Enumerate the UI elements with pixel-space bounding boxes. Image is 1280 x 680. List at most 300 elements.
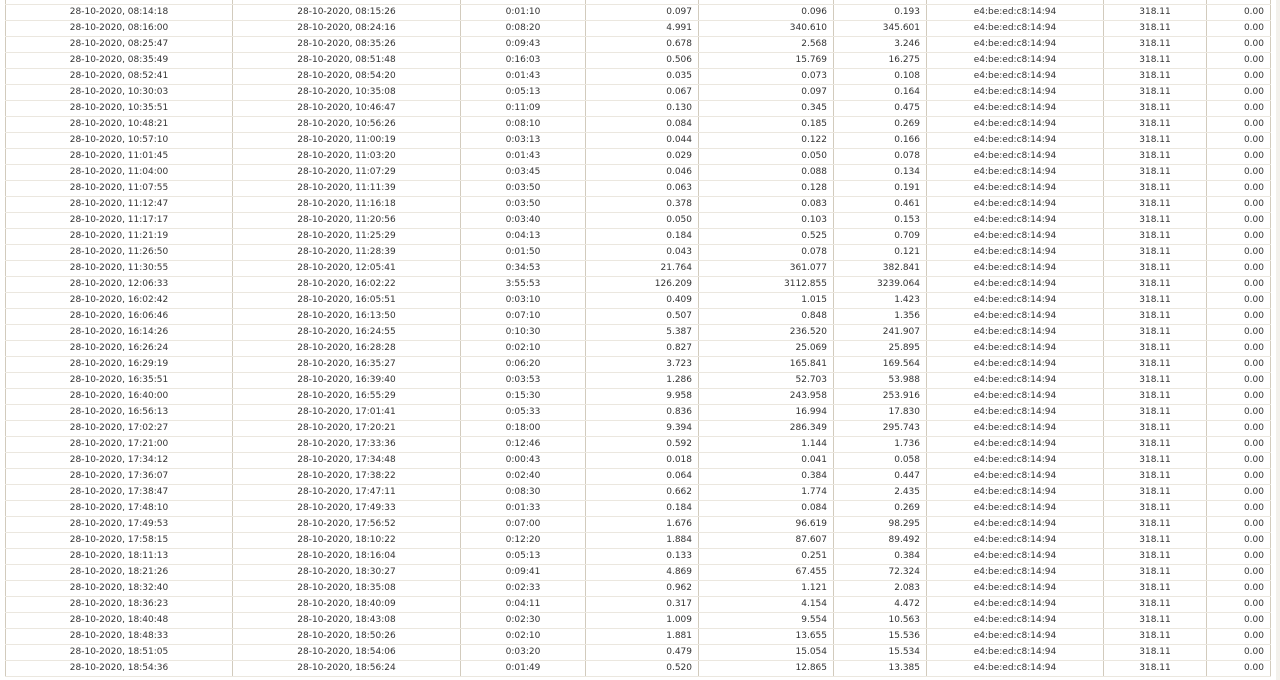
duration-cell: 0:15:30 <box>461 389 586 405</box>
download-cell: 1.121 <box>699 581 834 597</box>
start-time-cell: 28-10-2020, 08:52:41 <box>6 69 233 85</box>
end-time-cell: 28-10-2020, 18:50:26 <box>233 629 461 645</box>
total-cell: 2.083 <box>834 581 927 597</box>
table-row <box>6 517 1271 533</box>
end-time-cell: 28-10-2020, 16:13:50 <box>233 309 461 325</box>
end-time-cell: 28-10-2020, 17:20:21 <box>233 421 461 437</box>
start-time-cell: 28-10-2020, 11:12:47 <box>6 197 233 213</box>
mac-address-cell: e4:be:ed:c8:14:94 <box>927 69 1104 85</box>
start-time-cell: 28-10-2020, 17:02:27 <box>6 421 233 437</box>
duration-cell: 0:02:40 <box>461 469 586 485</box>
start-time-cell: 28-10-2020, 17:38:47 <box>6 485 233 501</box>
total-cell: 0.709 <box>834 229 927 245</box>
total-cell: 13.385 <box>834 661 927 677</box>
download-cell: 0.041 <box>699 453 834 469</box>
end-time-cell: 28-10-2020, 17:56:52 <box>233 517 461 533</box>
start-time-cell: 28-10-2020, 18:11:13 <box>6 549 233 565</box>
amount-cell: 318.11 <box>1104 565 1207 581</box>
start-time-cell: 28-10-2020, 16:14:26 <box>6 325 233 341</box>
mac-address-cell: e4:be:ed:c8:14:94 <box>927 501 1104 517</box>
duration-cell: 0:12:20 <box>461 533 586 549</box>
upload-cell: 0.662 <box>586 485 699 501</box>
total-cell: 0.269 <box>834 501 927 517</box>
table-row <box>6 421 1271 437</box>
total-cell: 345.601 <box>834 21 927 37</box>
upload-cell: 0.962 <box>586 581 699 597</box>
end-time-cell: 28-10-2020, 16:55:29 <box>233 389 461 405</box>
total-cell: 3239.064 <box>834 277 927 293</box>
duration-cell: 0:01:49 <box>461 661 586 677</box>
upload-cell: 3.723 <box>586 357 699 373</box>
start-time-cell: 28-10-2020, 08:35:49 <box>6 53 233 69</box>
total-cell: 1.423 <box>834 293 927 309</box>
amount-cell: 318.11 <box>1104 501 1207 517</box>
download-cell: 16.994 <box>699 405 834 421</box>
total-cell: 89.492 <box>834 533 927 549</box>
download-cell: 0.096 <box>699 5 834 21</box>
end-time-cell: 28-10-2020, 18:54:06 <box>233 645 461 661</box>
amount-cell: 318.11 <box>1104 453 1207 469</box>
end-time-cell: 28-10-2020, 18:40:09 <box>233 597 461 613</box>
duration-cell: 0:05:13 <box>461 85 586 101</box>
duration-cell: 0:03:50 <box>461 181 586 197</box>
mac-address-cell: e4:be:ed:c8:14:94 <box>927 645 1104 661</box>
upload-cell: 0.064 <box>586 469 699 485</box>
total-cell: 3.246 <box>834 37 927 53</box>
mac-address-cell: e4:be:ed:c8:14:94 <box>927 101 1104 117</box>
table-row <box>6 325 1271 341</box>
duration-cell: 0:03:10 <box>461 293 586 309</box>
mac-address-cell: e4:be:ed:c8:14:94 <box>927 197 1104 213</box>
mac-address-cell: e4:be:ed:c8:14:94 <box>927 277 1104 293</box>
mac-address-cell: e4:be:ed:c8:14:94 <box>927 149 1104 165</box>
upload-cell: 0.130 <box>586 101 699 117</box>
total-cell: 0.134 <box>834 165 927 181</box>
amount-cell: 318.11 <box>1104 645 1207 661</box>
mac-address-cell: e4:be:ed:c8:14:94 <box>927 421 1104 437</box>
end-time-cell: 28-10-2020, 16:05:51 <box>233 293 461 309</box>
amount-cell: 318.11 <box>1104 21 1207 37</box>
table-row <box>6 437 1271 453</box>
amount-cell: 318.11 <box>1104 533 1207 549</box>
table-row <box>6 373 1271 389</box>
table-row <box>6 549 1271 565</box>
mac-address-cell: e4:be:ed:c8:14:94 <box>927 661 1104 677</box>
start-time-cell: 28-10-2020, 16:02:42 <box>6 293 233 309</box>
duration-cell: 0:09:41 <box>461 565 586 581</box>
duration-cell: 0:34:53 <box>461 261 586 277</box>
total-cell: 0.164 <box>834 85 927 101</box>
download-cell: 52.703 <box>699 373 834 389</box>
start-time-cell: 28-10-2020, 11:30:55 <box>6 261 233 277</box>
duration-cell: 0:08:10 <box>461 117 586 133</box>
amount-cell: 318.11 <box>1104 485 1207 501</box>
mac-address-cell: e4:be:ed:c8:14:94 <box>927 549 1104 565</box>
upload-cell: 4.869 <box>586 565 699 581</box>
total-cell: 0.475 <box>834 101 927 117</box>
upload-cell: 0.067 <box>586 85 699 101</box>
upload-cell: 1.286 <box>586 373 699 389</box>
end-time-cell: 28-10-2020, 17:01:41 <box>233 405 461 421</box>
charge-cell: 0.00 <box>1207 453 1271 469</box>
download-cell: 0.525 <box>699 229 834 245</box>
table-row <box>6 197 1271 213</box>
table-row <box>6 133 1271 149</box>
amount-cell: 318.11 <box>1104 661 1207 677</box>
start-time-cell: 28-10-2020, 11:07:55 <box>6 181 233 197</box>
mac-address-cell: e4:be:ed:c8:14:94 <box>927 597 1104 613</box>
upload-cell: 1.009 <box>586 613 699 629</box>
duration-cell: 0:01:43 <box>461 149 586 165</box>
download-cell: 1.774 <box>699 485 834 501</box>
total-cell: 295.743 <box>834 421 927 437</box>
total-cell: 169.564 <box>834 357 927 373</box>
duration-cell: 0:03:53 <box>461 373 586 389</box>
start-time-cell: 28-10-2020, 18:40:48 <box>6 613 233 629</box>
amount-cell: 318.11 <box>1104 581 1207 597</box>
table-row <box>6 37 1271 53</box>
amount-cell: 318.11 <box>1104 149 1207 165</box>
amount-cell: 318.11 <box>1104 69 1207 85</box>
end-time-cell: 28-10-2020, 11:16:18 <box>233 197 461 213</box>
table-row <box>6 501 1271 517</box>
download-cell: 0.122 <box>699 133 834 149</box>
end-time-cell: 28-10-2020, 08:24:16 <box>233 21 461 37</box>
upload-cell: 0.836 <box>586 405 699 421</box>
table-row <box>6 277 1271 293</box>
charge-cell: 0.00 <box>1207 517 1271 533</box>
download-cell: 25.069 <box>699 341 834 357</box>
end-time-cell: 28-10-2020, 18:10:22 <box>233 533 461 549</box>
mac-address-cell: e4:be:ed:c8:14:94 <box>927 229 1104 245</box>
table-row <box>6 341 1271 357</box>
start-time-cell: 28-10-2020, 11:26:50 <box>6 245 233 261</box>
charge-cell: 0.00 <box>1207 581 1271 597</box>
table-row <box>6 389 1271 405</box>
charge-cell: 0.00 <box>1207 229 1271 245</box>
charge-cell: 0.00 <box>1207 277 1271 293</box>
amount-cell: 318.11 <box>1104 469 1207 485</box>
mac-address-cell: e4:be:ed:c8:14:94 <box>927 117 1104 133</box>
total-cell: 25.895 <box>834 341 927 357</box>
table-row <box>6 21 1271 37</box>
mac-address-cell: e4:be:ed:c8:14:94 <box>927 85 1104 101</box>
download-cell: 0.848 <box>699 309 834 325</box>
start-time-cell: 28-10-2020, 18:51:05 <box>6 645 233 661</box>
total-cell: 16.275 <box>834 53 927 69</box>
upload-cell: 0.592 <box>586 437 699 453</box>
end-time-cell: 28-10-2020, 11:03:20 <box>233 149 461 165</box>
total-cell: 1.736 <box>834 437 927 453</box>
duration-cell: 0:18:00 <box>461 421 586 437</box>
start-time-cell: 28-10-2020, 08:25:47 <box>6 37 233 53</box>
session-table-body <box>6 0 1271 677</box>
end-time-cell: 28-10-2020, 11:00:19 <box>233 133 461 149</box>
duration-cell: 0:02:10 <box>461 341 586 357</box>
start-time-cell: 28-10-2020, 17:58:15 <box>6 533 233 549</box>
duration-cell: 0:12:46 <box>461 437 586 453</box>
duration-cell: 0:02:33 <box>461 581 586 597</box>
duration-cell: 0:16:03 <box>461 53 586 69</box>
upload-cell: 0.097 <box>586 5 699 21</box>
download-cell: 243.958 <box>699 389 834 405</box>
end-time-cell: 28-10-2020, 17:47:11 <box>233 485 461 501</box>
download-cell: 0.128 <box>699 181 834 197</box>
upload-cell: 0.507 <box>586 309 699 325</box>
amount-cell: 318.11 <box>1104 5 1207 21</box>
download-cell: 286.349 <box>699 421 834 437</box>
amount-cell: 318.11 <box>1104 421 1207 437</box>
download-cell: 3112.855 <box>699 277 834 293</box>
table-row <box>6 533 1271 549</box>
duration-cell: 0:03:45 <box>461 165 586 181</box>
end-time-cell: 28-10-2020, 17:38:22 <box>233 469 461 485</box>
start-time-cell: 28-10-2020, 16:29:19 <box>6 357 233 373</box>
vertical-scrollbar[interactable] <box>1276 0 1280 680</box>
table-row <box>6 165 1271 181</box>
end-time-cell: 28-10-2020, 18:43:08 <box>233 613 461 629</box>
start-time-cell: 28-10-2020, 11:01:45 <box>6 149 233 165</box>
amount-cell: 318.11 <box>1104 437 1207 453</box>
duration-cell: 0:10:30 <box>461 325 586 341</box>
table-row <box>6 645 1271 661</box>
amount-cell: 318.11 <box>1104 133 1207 149</box>
amount-cell: 318.11 <box>1104 37 1207 53</box>
duration-cell: 0:04:11 <box>461 597 586 613</box>
end-time-cell: 28-10-2020, 17:33:36 <box>233 437 461 453</box>
upload-cell: 0.317 <box>586 597 699 613</box>
upload-cell: 0.184 <box>586 501 699 517</box>
charge-cell: 0.00 <box>1207 213 1271 229</box>
start-time-cell: 28-10-2020, 17:48:10 <box>6 501 233 517</box>
charge-cell: 0.00 <box>1207 405 1271 421</box>
end-time-cell: 28-10-2020, 08:54:20 <box>233 69 461 85</box>
start-time-cell: 28-10-2020, 10:57:10 <box>6 133 233 149</box>
table-row <box>6 213 1271 229</box>
download-cell: 87.607 <box>699 533 834 549</box>
mac-address-cell: e4:be:ed:c8:14:94 <box>927 357 1104 373</box>
charge-cell: 0.00 <box>1207 21 1271 37</box>
upload-cell: 0.506 <box>586 53 699 69</box>
charge-cell: 0.00 <box>1207 629 1271 645</box>
table-row <box>6 629 1271 645</box>
charge-cell: 0.00 <box>1207 613 1271 629</box>
download-cell: 15.054 <box>699 645 834 661</box>
amount-cell: 318.11 <box>1104 597 1207 613</box>
download-cell: 0.384 <box>699 469 834 485</box>
charge-cell: 0.00 <box>1207 69 1271 85</box>
download-cell: 96.619 <box>699 517 834 533</box>
start-time-cell: 28-10-2020, 17:49:53 <box>6 517 233 533</box>
amount-cell: 318.11 <box>1104 53 1207 69</box>
amount-cell: 318.11 <box>1104 405 1207 421</box>
charge-cell: 0.00 <box>1207 533 1271 549</box>
mac-address-cell: e4:be:ed:c8:14:94 <box>927 437 1104 453</box>
end-time-cell: 28-10-2020, 16:35:27 <box>233 357 461 373</box>
end-time-cell: 28-10-2020, 17:34:48 <box>233 453 461 469</box>
end-time-cell: 28-10-2020, 16:24:55 <box>233 325 461 341</box>
mac-address-cell: e4:be:ed:c8:14:94 <box>927 293 1104 309</box>
upload-cell: 5.387 <box>586 325 699 341</box>
mac-address-cell: e4:be:ed:c8:14:94 <box>927 629 1104 645</box>
end-time-cell: 28-10-2020, 10:56:26 <box>233 117 461 133</box>
amount-cell: 318.11 <box>1104 389 1207 405</box>
charge-cell: 0.00 <box>1207 5 1271 21</box>
mac-address-cell: e4:be:ed:c8:14:94 <box>927 373 1104 389</box>
mac-address-cell: e4:be:ed:c8:14:94 <box>927 325 1104 341</box>
amount-cell: 318.11 <box>1104 229 1207 245</box>
start-time-cell: 28-10-2020, 16:40:00 <box>6 389 233 405</box>
upload-cell: 126.209 <box>586 277 699 293</box>
total-cell: 0.108 <box>834 69 927 85</box>
table-row <box>6 85 1271 101</box>
amount-cell: 318.11 <box>1104 357 1207 373</box>
upload-cell: 0.827 <box>586 341 699 357</box>
charge-cell: 0.00 <box>1207 565 1271 581</box>
table-row <box>6 453 1271 469</box>
duration-cell: 0:00:43 <box>461 453 586 469</box>
start-time-cell: 28-10-2020, 11:17:17 <box>6 213 233 229</box>
amount-cell: 318.11 <box>1104 101 1207 117</box>
total-cell: 4.472 <box>834 597 927 613</box>
charge-cell: 0.00 <box>1207 485 1271 501</box>
mac-address-cell: e4:be:ed:c8:14:94 <box>927 37 1104 53</box>
mac-address-cell: e4:be:ed:c8:14:94 <box>927 389 1104 405</box>
total-cell: 10.563 <box>834 613 927 629</box>
amount-cell: 318.11 <box>1104 341 1207 357</box>
table-row <box>6 5 1271 21</box>
total-cell: 0.447 <box>834 469 927 485</box>
charge-cell: 0.00 <box>1207 389 1271 405</box>
download-cell: 0.103 <box>699 213 834 229</box>
end-time-cell: 28-10-2020, 11:28:39 <box>233 245 461 261</box>
download-cell: 0.345 <box>699 101 834 117</box>
total-cell: 0.121 <box>834 245 927 261</box>
start-time-cell: 28-10-2020, 10:35:51 <box>6 101 233 117</box>
total-cell: 0.191 <box>834 181 927 197</box>
table-row <box>6 405 1271 421</box>
start-time-cell: 28-10-2020, 17:21:00 <box>6 437 233 453</box>
total-cell: 98.295 <box>834 517 927 533</box>
duration-cell: 0:03:13 <box>461 133 586 149</box>
charge-cell: 0.00 <box>1207 245 1271 261</box>
mac-address-cell: e4:be:ed:c8:14:94 <box>927 517 1104 533</box>
table-row <box>6 309 1271 325</box>
total-cell: 0.193 <box>834 5 927 21</box>
download-cell: 0.251 <box>699 549 834 565</box>
upload-cell: 1.881 <box>586 629 699 645</box>
download-cell: 1.144 <box>699 437 834 453</box>
table-row <box>6 149 1271 165</box>
table-row <box>6 661 1271 677</box>
total-cell: 0.166 <box>834 133 927 149</box>
download-cell: 15.769 <box>699 53 834 69</box>
table-row <box>6 581 1271 597</box>
upload-cell: 0.133 <box>586 549 699 565</box>
mac-address-cell: e4:be:ed:c8:14:94 <box>927 405 1104 421</box>
charge-cell: 0.00 <box>1207 117 1271 133</box>
amount-cell: 318.11 <box>1104 117 1207 133</box>
upload-cell: 0.046 <box>586 165 699 181</box>
total-cell: 17.830 <box>834 405 927 421</box>
mac-address-cell: e4:be:ed:c8:14:94 <box>927 5 1104 21</box>
end-time-cell: 28-10-2020, 18:35:08 <box>233 581 461 597</box>
start-time-cell: 28-10-2020, 18:32:40 <box>6 581 233 597</box>
upload-cell: 9.958 <box>586 389 699 405</box>
mac-address-cell: e4:be:ed:c8:14:94 <box>927 245 1104 261</box>
end-time-cell: 28-10-2020, 08:51:48 <box>233 53 461 69</box>
amount-cell: 318.11 <box>1104 517 1207 533</box>
start-time-cell: 28-10-2020, 17:34:12 <box>6 453 233 469</box>
upload-cell: 9.394 <box>586 421 699 437</box>
charge-cell: 0.00 <box>1207 85 1271 101</box>
mac-address-cell: e4:be:ed:c8:14:94 <box>927 261 1104 277</box>
download-cell: 0.097 <box>699 85 834 101</box>
end-time-cell: 28-10-2020, 16:28:28 <box>233 341 461 357</box>
mac-address-cell: e4:be:ed:c8:14:94 <box>927 133 1104 149</box>
charge-cell: 0.00 <box>1207 53 1271 69</box>
upload-cell: 0.520 <box>586 661 699 677</box>
download-cell: 0.088 <box>699 165 834 181</box>
end-time-cell: 28-10-2020, 10:35:08 <box>233 85 461 101</box>
upload-cell: 0.043 <box>586 245 699 261</box>
amount-cell: 318.11 <box>1104 261 1207 277</box>
total-cell: 382.841 <box>834 261 927 277</box>
total-cell: 0.078 <box>834 149 927 165</box>
duration-cell: 0:08:20 <box>461 21 586 37</box>
table-row <box>6 597 1271 613</box>
end-time-cell: 28-10-2020, 17:49:33 <box>233 501 461 517</box>
upload-cell: 0.018 <box>586 453 699 469</box>
duration-cell: 0:01:10 <box>461 5 586 21</box>
charge-cell: 0.00 <box>1207 357 1271 373</box>
total-cell: 53.988 <box>834 373 927 389</box>
download-cell: 361.077 <box>699 261 834 277</box>
duration-cell: 0:05:13 <box>461 549 586 565</box>
session-table <box>5 0 1271 677</box>
charge-cell: 0.00 <box>1207 325 1271 341</box>
duration-cell: 0:04:13 <box>461 229 586 245</box>
amount-cell: 318.11 <box>1104 197 1207 213</box>
duration-cell: 0:08:30 <box>461 485 586 501</box>
duration-cell: 0:03:40 <box>461 213 586 229</box>
amount-cell: 318.11 <box>1104 165 1207 181</box>
start-time-cell: 28-10-2020, 18:21:26 <box>6 565 233 581</box>
end-time-cell: 28-10-2020, 11:11:39 <box>233 181 461 197</box>
upload-cell: 0.409 <box>586 293 699 309</box>
download-cell: 0.050 <box>699 149 834 165</box>
upload-cell: 1.676 <box>586 517 699 533</box>
upload-cell: 0.044 <box>586 133 699 149</box>
end-time-cell: 28-10-2020, 16:39:40 <box>233 373 461 389</box>
upload-cell: 0.035 <box>586 69 699 85</box>
amount-cell: 318.11 <box>1104 309 1207 325</box>
total-cell: 253.916 <box>834 389 927 405</box>
upload-cell: 0.063 <box>586 181 699 197</box>
upload-cell: 0.050 <box>586 213 699 229</box>
end-time-cell: 28-10-2020, 16:02:22 <box>233 277 461 293</box>
amount-cell: 318.11 <box>1104 293 1207 309</box>
duration-cell: 3:55:53 <box>461 277 586 293</box>
end-time-cell: 28-10-2020, 11:25:29 <box>233 229 461 245</box>
upload-cell: 0.029 <box>586 149 699 165</box>
table-row <box>6 293 1271 309</box>
table-row <box>6 117 1271 133</box>
download-cell: 1.015 <box>699 293 834 309</box>
start-time-cell: 28-10-2020, 17:36:07 <box>6 469 233 485</box>
charge-cell: 0.00 <box>1207 293 1271 309</box>
table-row <box>6 469 1271 485</box>
